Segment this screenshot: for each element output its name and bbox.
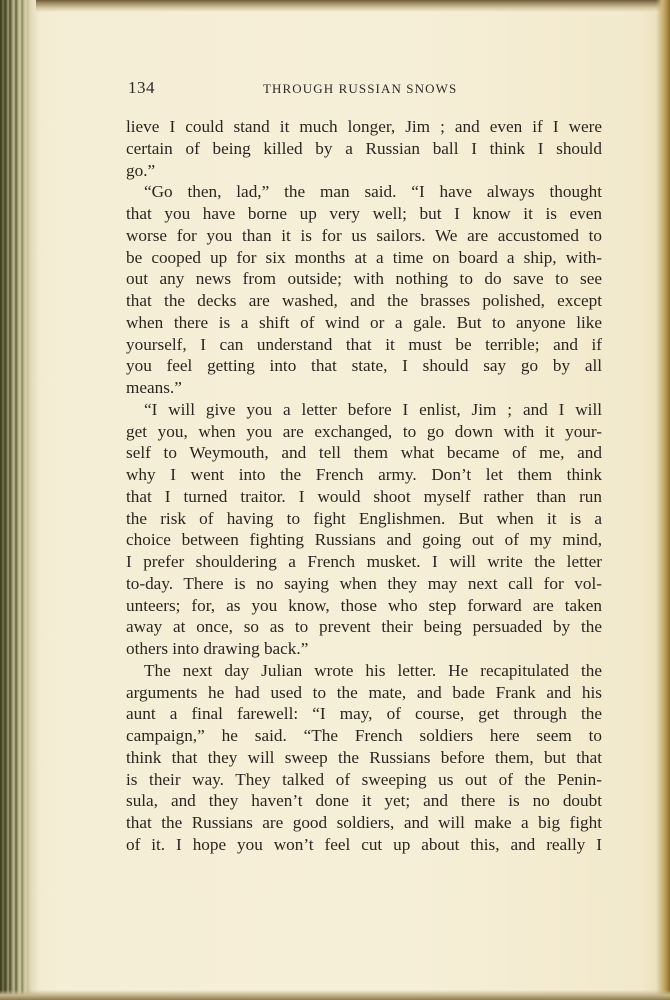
page-bottom-edge (0, 990, 670, 1000)
text-line: campaign,” he said. “The French soldiers here seem to (126, 726, 602, 745)
running-title: THROUGH RUSSIAN SNOWS (263, 81, 458, 96)
text-line: that the decks are washed, and the brasses polished, except (126, 291, 602, 310)
text-line: why I went into the French army. Don’t let them think (126, 465, 602, 484)
text-line: the risk of having to fight Englishmen. But when it is a (126, 508, 602, 528)
text-line: arguments he had used to the mate, and bade Frank and his (126, 682, 602, 702)
binding-shadow (0, 0, 40, 1000)
text-line: unteers; for, as you know, those who step forward are taken (126, 595, 602, 615)
text-line: is their way. They talked of sweeping us out of the Penin- (126, 769, 602, 789)
text-line: yourself, I can understand that it must be terrible; and if (126, 334, 602, 354)
text-line: of it. I hope you won’t feel cut up about this, and really I (126, 834, 602, 854)
text-line: away at once, so as to prevent their being persuaded by the (126, 617, 602, 637)
text-line: means.” (126, 378, 182, 397)
text-line: that the Russians are good soldiers, and will make a big fight (126, 813, 602, 832)
text-line: lieve I could stand it much longer, Jim ; and even if I were (126, 117, 602, 136)
text-line: worse for you than it is for us sailors. We are accustomed to (126, 225, 602, 245)
page-top-edge (0, 0, 670, 12)
text-line: that you have borne up very well; but I know it is even (126, 204, 602, 223)
page-right-edge (656, 0, 670, 1000)
text-line: when there is a shift of wind or a gale. But to anyone like (126, 312, 602, 332)
text-line: go.” (126, 160, 156, 180)
text-line: I prefer shouldering a French musket. I will write the letter (126, 552, 602, 571)
text-line: to-day. There is no saying when they may next call for vol- (126, 573, 602, 593)
text-line: “Go then, lad,” the man said. “I have always thought (144, 182, 602, 202)
text-line: aunt a final farewell: “I may, of course, get through the (126, 704, 602, 724)
text-line: The next day Julian wrote his letter. He recapitulated the (144, 660, 602, 680)
text-line: “I will give you a letter before I enlist, Jim ; and I will (144, 399, 602, 419)
page-header (128, 78, 602, 100)
text-line: others into drawing back.” (126, 639, 309, 658)
text-line: out any news from outside; with nothing to do save to see (126, 269, 602, 289)
text-line: choice between fighting Russians and going out of my mind, (126, 530, 602, 550)
text-line: get you, when you are exchanged, to go down with it your- (126, 421, 602, 441)
body-text (126, 116, 602, 856)
text-line: sula, and they haven’t done it yet; and there is no doubt (126, 791, 602, 811)
text-line: that I turned traitor. I would shoot myself rather than run (126, 486, 602, 506)
text-line: certain of being killed by a Russian ball I think I should (126, 138, 602, 158)
text-line: self to Weymouth, and tell them what became of me, and (126, 443, 602, 463)
text-line: you feel getting into that state, I should say go by all (126, 356, 602, 376)
text-line: be cooped up for six months at a time on board a ship, with- (126, 247, 602, 267)
text-line: think that they will sweep the Russians before them, but that (126, 747, 602, 767)
page-number: 134 (128, 78, 155, 97)
